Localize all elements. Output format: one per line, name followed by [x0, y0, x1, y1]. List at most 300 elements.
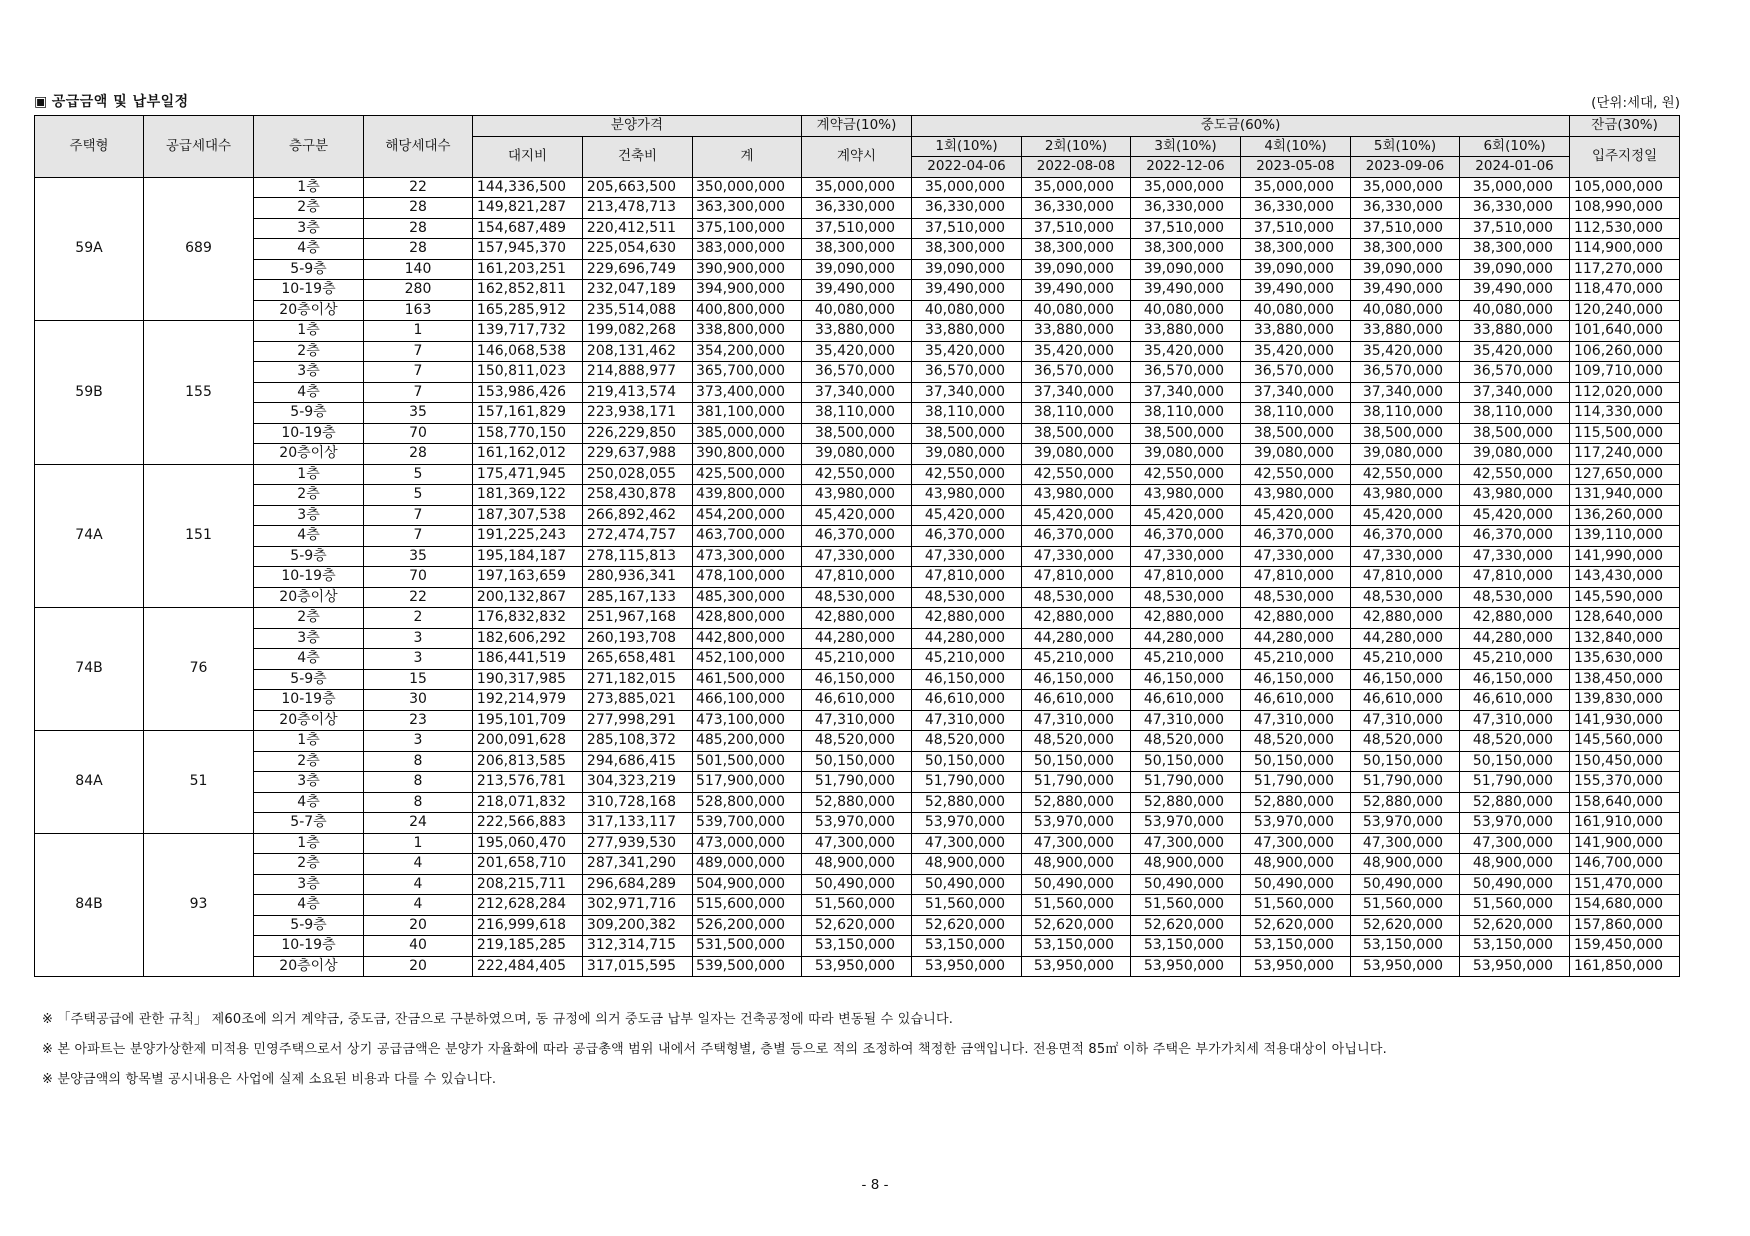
- floor-cell: 3층: [254, 362, 364, 383]
- contract-cell: 38,300,000: [802, 239, 912, 260]
- installment-1-cell: 42,550,000: [912, 464, 1022, 485]
- installment-3-cell: 50,490,000: [1131, 874, 1241, 895]
- land-cell: 191,225,243: [473, 526, 583, 547]
- balance-cell: 120,240,000: [1570, 300, 1680, 321]
- installment-5-cell: 48,520,000: [1351, 731, 1460, 752]
- contract-cell: 39,080,000: [802, 444, 912, 465]
- installment-1-cell: 37,340,000: [912, 382, 1022, 403]
- units-cell: 28: [364, 198, 473, 219]
- installment-3-cell: 38,300,000: [1131, 239, 1241, 260]
- building-cell: 232,047,189: [583, 280, 693, 301]
- floor-cell: 3층: [254, 628, 364, 649]
- installment-1-cell: 51,560,000: [912, 895, 1022, 916]
- units-cell: 7: [364, 341, 473, 362]
- installment-2-cell: 47,310,000: [1022, 710, 1131, 731]
- total-cell: 425,500,000: [693, 464, 802, 485]
- balance-cell: 146,700,000: [1570, 854, 1680, 875]
- installment-6-cell: 39,080,000: [1460, 444, 1570, 465]
- units-cell: 20: [364, 915, 473, 936]
- table-row: [35, 259, 1680, 280]
- units-cell: 1: [364, 321, 473, 342]
- house-type-cell: 59A: [35, 177, 144, 321]
- total-cell: 461,500,000: [693, 669, 802, 690]
- balance-cell: 145,560,000: [1570, 731, 1680, 752]
- land-cell: 222,484,405: [473, 956, 583, 977]
- building-cell: 251,967,168: [583, 608, 693, 629]
- installment-4-cell: 50,150,000: [1241, 751, 1351, 772]
- installment-3-cell: 53,150,000: [1131, 936, 1241, 957]
- land-cell: 186,441,519: [473, 649, 583, 670]
- installment-4-cell: 39,080,000: [1241, 444, 1351, 465]
- header-installment-2: 2회(10%): [1022, 136, 1131, 157]
- total-cell: 354,200,000: [693, 341, 802, 362]
- total-cell: 489,000,000: [693, 854, 802, 875]
- installment-6-cell: 37,340,000: [1460, 382, 1570, 403]
- note-1: ※ 「주택공급에 관한 규칙」 제60조에 의거 계약금, 중도금, 잔금으로 구분하였으며, 동 규정에 의거 중도금 납부 일자는 건축공정에 따라 변동될 수 있습니다.: [42, 1012, 954, 1027]
- installment-4-cell: 43,980,000: [1241, 485, 1351, 506]
- table-row: [35, 218, 1680, 239]
- units-cell: 28: [364, 444, 473, 465]
- unit-label: (단위:세대, 원): [1591, 95, 1680, 111]
- installment-5-cell: 47,330,000: [1351, 546, 1460, 567]
- floor-cell: 3층: [254, 218, 364, 239]
- floor-cell: 3층: [254, 505, 364, 526]
- note-3: ※ 분양금액의 항목별 공시내용은 사업에 실제 소요된 비용과 다를 수 있습니다.: [42, 1072, 497, 1087]
- header-sale-price: 분양가격: [473, 116, 802, 137]
- installment-5-cell: 36,570,000: [1351, 362, 1460, 383]
- building-cell: 205,663,500: [583, 177, 693, 198]
- balance-cell: 114,900,000: [1570, 239, 1680, 260]
- contract-cell: 50,150,000: [802, 751, 912, 772]
- total-cell: 539,700,000: [693, 813, 802, 834]
- land-cell: 213,576,781: [473, 772, 583, 793]
- total-cell: 515,600,000: [693, 895, 802, 916]
- installment-5-cell: 51,790,000: [1351, 772, 1460, 793]
- supply-units-cell: 689: [144, 177, 254, 321]
- units-cell: 8: [364, 772, 473, 793]
- installment-4-cell: 51,790,000: [1241, 772, 1351, 793]
- installment-3-cell: 53,950,000: [1131, 956, 1241, 977]
- installment-3-cell: 39,090,000: [1131, 259, 1241, 280]
- building-cell: 213,478,713: [583, 198, 693, 219]
- total-cell: 517,900,000: [693, 772, 802, 793]
- balance-cell: 161,910,000: [1570, 813, 1680, 834]
- installment-5-cell: 38,500,000: [1351, 423, 1460, 444]
- table-row: [35, 690, 1680, 711]
- installment-6-cell: 39,490,000: [1460, 280, 1570, 301]
- floor-cell: 10-19층: [254, 567, 364, 588]
- installment-4-cell: 42,880,000: [1241, 608, 1351, 629]
- installment-4-cell: 39,490,000: [1241, 280, 1351, 301]
- total-cell: 385,000,000: [693, 423, 802, 444]
- floor-cell: 1층: [254, 321, 364, 342]
- units-cell: 22: [364, 177, 473, 198]
- balance-cell: 143,430,000: [1570, 567, 1680, 588]
- table-row: [35, 321, 1680, 342]
- balance-cell: 145,590,000: [1570, 587, 1680, 608]
- supply-units-cell: 76: [144, 608, 254, 731]
- installment-5-cell: 45,420,000: [1351, 505, 1460, 526]
- units-cell: 24: [364, 813, 473, 834]
- table-row: [35, 936, 1680, 957]
- contract-cell: 38,500,000: [802, 423, 912, 444]
- installment-3-cell: 48,900,000: [1131, 854, 1241, 875]
- units-cell: 4: [364, 854, 473, 875]
- floor-cell: 1층: [254, 177, 364, 198]
- installment-6-cell: 42,550,000: [1460, 464, 1570, 485]
- land-cell: 154,687,489: [473, 218, 583, 239]
- installment-3-cell: 47,300,000: [1131, 833, 1241, 854]
- installment-1-cell: 50,490,000: [912, 874, 1022, 895]
- floor-cell: 10-19층: [254, 690, 364, 711]
- installment-1-cell: 46,370,000: [912, 526, 1022, 547]
- installment-5-cell: 52,880,000: [1351, 792, 1460, 813]
- installment-4-cell: 53,950,000: [1241, 956, 1351, 977]
- building-cell: 229,696,749: [583, 259, 693, 280]
- section-title: [34, 91, 189, 111]
- contract-cell: 33,880,000: [802, 321, 912, 342]
- building-cell: 250,028,055: [583, 464, 693, 485]
- contract-cell: 47,810,000: [802, 567, 912, 588]
- building-cell: 310,728,168: [583, 792, 693, 813]
- total-cell: 454,200,000: [693, 505, 802, 526]
- installment-1-cell: 50,150,000: [912, 751, 1022, 772]
- installment-5-cell: 35,420,000: [1351, 341, 1460, 362]
- balance-cell: 115,500,000: [1570, 423, 1680, 444]
- installment-1-cell: 35,000,000: [912, 177, 1022, 198]
- table-row: [35, 710, 1680, 731]
- contract-cell: 53,970,000: [802, 813, 912, 834]
- contract-cell: 50,490,000: [802, 874, 912, 895]
- installment-2-cell: 36,570,000: [1022, 362, 1131, 383]
- building-cell: 208,131,462: [583, 341, 693, 362]
- units-cell: 8: [364, 751, 473, 772]
- installment-1-cell: 42,880,000: [912, 608, 1022, 629]
- installment-2-cell: 39,080,000: [1022, 444, 1131, 465]
- installment-2-cell: 51,790,000: [1022, 772, 1131, 793]
- installment-1-cell: 44,280,000: [912, 628, 1022, 649]
- installment-4-cell: 38,110,000: [1241, 403, 1351, 424]
- header-installment-date-5: 2023-09-06: [1351, 157, 1460, 178]
- installment-2-cell: 36,330,000: [1022, 198, 1131, 219]
- contract-cell: 45,210,000: [802, 649, 912, 670]
- contract-cell: 47,330,000: [802, 546, 912, 567]
- table-row: [35, 423, 1680, 444]
- installment-6-cell: 48,530,000: [1460, 587, 1570, 608]
- units-cell: 2: [364, 608, 473, 629]
- header-installment-date-6: 2024-01-06: [1460, 157, 1570, 178]
- balance-cell: 139,110,000: [1570, 526, 1680, 547]
- installment-5-cell: 48,530,000: [1351, 587, 1460, 608]
- table-row: [35, 382, 1680, 403]
- balance-cell: 157,860,000: [1570, 915, 1680, 936]
- balance-cell: 112,530,000: [1570, 218, 1680, 239]
- building-cell: 285,167,133: [583, 587, 693, 608]
- balance-cell: 132,840,000: [1570, 628, 1680, 649]
- land-cell: 176,832,832: [473, 608, 583, 629]
- header-house-type: 주택형: [35, 116, 144, 178]
- total-cell: 390,900,000: [693, 259, 802, 280]
- installment-6-cell: 35,420,000: [1460, 341, 1570, 362]
- installment-4-cell: 33,880,000: [1241, 321, 1351, 342]
- total-cell: 381,100,000: [693, 403, 802, 424]
- installment-3-cell: 37,340,000: [1131, 382, 1241, 403]
- building-cell: 219,413,574: [583, 382, 693, 403]
- installment-2-cell: 42,880,000: [1022, 608, 1131, 629]
- building-cell: 199,082,268: [583, 321, 693, 342]
- balance-cell: 101,640,000: [1570, 321, 1680, 342]
- total-cell: 390,800,000: [693, 444, 802, 465]
- installment-6-cell: 40,080,000: [1460, 300, 1570, 321]
- installment-6-cell: 45,210,000: [1460, 649, 1570, 670]
- land-cell: 146,068,538: [473, 341, 583, 362]
- total-cell: 373,400,000: [693, 382, 802, 403]
- building-cell: 225,054,630: [583, 239, 693, 260]
- units-cell: 8: [364, 792, 473, 813]
- table-row: [35, 628, 1680, 649]
- installment-1-cell: 46,610,000: [912, 690, 1022, 711]
- installment-5-cell: 47,300,000: [1351, 833, 1460, 854]
- floor-cell: 5-9층: [254, 403, 364, 424]
- building-cell: 273,885,021: [583, 690, 693, 711]
- installment-3-cell: 51,790,000: [1131, 772, 1241, 793]
- installment-5-cell: 36,330,000: [1351, 198, 1460, 219]
- installment-1-cell: 37,510,000: [912, 218, 1022, 239]
- installment-5-cell: 51,560,000: [1351, 895, 1460, 916]
- installment-4-cell: 38,500,000: [1241, 423, 1351, 444]
- total-cell: 363,300,000: [693, 198, 802, 219]
- installment-1-cell: 48,900,000: [912, 854, 1022, 875]
- header-floor-group: 층구분: [254, 116, 364, 178]
- section-marker-icon: ▣: [34, 94, 48, 110]
- installment-6-cell: 47,810,000: [1460, 567, 1570, 588]
- land-cell: 161,203,251: [473, 259, 583, 280]
- installment-1-cell: 39,080,000: [912, 444, 1022, 465]
- house-type-cell: 74B: [35, 608, 144, 731]
- total-cell: 439,800,000: [693, 485, 802, 506]
- house-type-cell: 59B: [35, 321, 144, 465]
- land-cell: 162,852,811: [473, 280, 583, 301]
- land-cell: 201,658,710: [473, 854, 583, 875]
- units-cell: 35: [364, 546, 473, 567]
- table-row: [35, 280, 1680, 301]
- installment-5-cell: 45,210,000: [1351, 649, 1460, 670]
- supply-units-cell: 51: [144, 731, 254, 834]
- installment-2-cell: 52,620,000: [1022, 915, 1131, 936]
- installment-5-cell: 47,310,000: [1351, 710, 1460, 731]
- total-cell: 442,800,000: [693, 628, 802, 649]
- installment-3-cell: 48,530,000: [1131, 587, 1241, 608]
- units-cell: 30: [364, 690, 473, 711]
- land-cell: 139,717,732: [473, 321, 583, 342]
- contract-cell: 42,550,000: [802, 464, 912, 485]
- table-row: [35, 444, 1680, 465]
- installment-5-cell: 44,280,000: [1351, 628, 1460, 649]
- installment-3-cell: 47,810,000: [1131, 567, 1241, 588]
- building-cell: 272,474,757: [583, 526, 693, 547]
- building-cell: 277,939,530: [583, 833, 693, 854]
- building-cell: 312,314,715: [583, 936, 693, 957]
- land-cell: 212,628,284: [473, 895, 583, 916]
- balance-cell: 150,450,000: [1570, 751, 1680, 772]
- total-cell: 338,800,000: [693, 321, 802, 342]
- total-cell: 463,700,000: [693, 526, 802, 547]
- installment-6-cell: 48,520,000: [1460, 731, 1570, 752]
- installment-2-cell: 37,340,000: [1022, 382, 1131, 403]
- installment-5-cell: 50,150,000: [1351, 751, 1460, 772]
- installment-3-cell: 42,880,000: [1131, 608, 1241, 629]
- floor-cell: 2층: [254, 608, 364, 629]
- contract-cell: 40,080,000: [802, 300, 912, 321]
- installment-3-cell: 36,570,000: [1131, 362, 1241, 383]
- total-cell: 428,800,000: [693, 608, 802, 629]
- header-installment-date-3: 2022-12-06: [1131, 157, 1241, 178]
- balance-cell: 154,680,000: [1570, 895, 1680, 916]
- installment-5-cell: 33,880,000: [1351, 321, 1460, 342]
- installment-5-cell: 39,080,000: [1351, 444, 1460, 465]
- house-type-cell: 84A: [35, 731, 144, 834]
- building-cell: 296,684,289: [583, 874, 693, 895]
- total-cell: 473,000,000: [693, 833, 802, 854]
- installment-3-cell: 33,880,000: [1131, 321, 1241, 342]
- total-cell: 528,800,000: [693, 792, 802, 813]
- building-cell: 294,686,415: [583, 751, 693, 772]
- units-cell: 28: [364, 218, 473, 239]
- contract-cell: 52,880,000: [802, 792, 912, 813]
- installment-6-cell: 33,880,000: [1460, 321, 1570, 342]
- installment-3-cell: 38,500,000: [1131, 423, 1241, 444]
- contract-cell: 38,110,000: [802, 403, 912, 424]
- installment-6-cell: 51,790,000: [1460, 772, 1570, 793]
- table-row: [35, 895, 1680, 916]
- contract-cell: 37,340,000: [802, 382, 912, 403]
- note-2: ※ 본 아파트는 분양가상한제 미적용 민영주택으로서 상기 공급금액은 분양가 자율화에 따라 공급총액 범위 내에서 주택형별, 층별 등으로 적의 조정하여 책정한 금액입니다. 전용면적 85㎡ 이하 주택은 부가가치세 적용대상이 아닙니다.: [42, 1042, 1387, 1057]
- table-row: [35, 731, 1680, 752]
- balance-cell: 155,370,000: [1570, 772, 1680, 793]
- installment-1-cell: 38,110,000: [912, 403, 1022, 424]
- units-cell: 7: [364, 505, 473, 526]
- total-cell: 383,000,000: [693, 239, 802, 260]
- installment-1-cell: 48,520,000: [912, 731, 1022, 752]
- installment-2-cell: 46,370,000: [1022, 526, 1131, 547]
- installment-4-cell: 48,530,000: [1241, 587, 1351, 608]
- installment-3-cell: 35,420,000: [1131, 341, 1241, 362]
- balance-cell: 106,260,000: [1570, 341, 1680, 362]
- table-row: [35, 464, 1680, 485]
- installment-1-cell: 38,500,000: [912, 423, 1022, 444]
- units-cell: 15: [364, 669, 473, 690]
- floor-cell: 2층: [254, 198, 364, 219]
- table-row: [35, 300, 1680, 321]
- table-row: [35, 587, 1680, 608]
- header-balance: 입주지정일: [1570, 136, 1680, 177]
- table-row: [35, 341, 1680, 362]
- installment-4-cell: 46,150,000: [1241, 669, 1351, 690]
- installment-5-cell: 42,880,000: [1351, 608, 1460, 629]
- building-cell: 266,892,462: [583, 505, 693, 526]
- installment-4-cell: 47,300,000: [1241, 833, 1351, 854]
- balance-cell: 159,450,000: [1570, 936, 1680, 957]
- floor-cell: 4층: [254, 526, 364, 547]
- table-row: [35, 198, 1680, 219]
- table-row: [35, 362, 1680, 383]
- total-cell: 531,500,000: [693, 936, 802, 957]
- house-type-cell: 84B: [35, 833, 144, 977]
- floor-cell: 3층: [254, 874, 364, 895]
- installment-3-cell: 45,210,000: [1131, 649, 1241, 670]
- balance-cell: 141,990,000: [1570, 546, 1680, 567]
- installment-1-cell: 38,300,000: [912, 239, 1022, 260]
- total-cell: 394,900,000: [693, 280, 802, 301]
- floor-cell: 2층: [254, 751, 364, 772]
- installment-5-cell: 43,980,000: [1351, 485, 1460, 506]
- table-row: [35, 915, 1680, 936]
- table-row: [35, 608, 1680, 629]
- total-cell: 485,200,000: [693, 731, 802, 752]
- installment-3-cell: 53,970,000: [1131, 813, 1241, 834]
- installment-1-cell: 53,970,000: [912, 813, 1022, 834]
- units-cell: 40: [364, 936, 473, 957]
- installment-1-cell: 46,150,000: [912, 669, 1022, 690]
- installment-5-cell: 35,000,000: [1351, 177, 1460, 198]
- installment-4-cell: 53,150,000: [1241, 936, 1351, 957]
- table-row: [35, 177, 1680, 198]
- building-cell: 258,430,878: [583, 485, 693, 506]
- floor-cell: 20층이상: [254, 587, 364, 608]
- balance-cell: 131,940,000: [1570, 485, 1680, 506]
- building-cell: 220,412,511: [583, 218, 693, 239]
- table-row: [35, 567, 1680, 588]
- installment-3-cell: 46,370,000: [1131, 526, 1241, 547]
- installment-6-cell: 47,330,000: [1460, 546, 1570, 567]
- installment-5-cell: 46,610,000: [1351, 690, 1460, 711]
- contract-cell: 35,420,000: [802, 341, 912, 362]
- installment-6-cell: 44,280,000: [1460, 628, 1570, 649]
- units-cell: 23: [364, 710, 473, 731]
- land-cell: 181,369,122: [473, 485, 583, 506]
- table-row: [35, 546, 1680, 567]
- installment-6-cell: 46,610,000: [1460, 690, 1570, 711]
- installment-2-cell: 53,970,000: [1022, 813, 1131, 834]
- installment-3-cell: 39,080,000: [1131, 444, 1241, 465]
- installment-2-cell: 47,330,000: [1022, 546, 1131, 567]
- installment-6-cell: 38,110,000: [1460, 403, 1570, 424]
- units-cell: 5: [364, 485, 473, 506]
- installment-6-cell: 36,570,000: [1460, 362, 1570, 383]
- installment-3-cell: 39,490,000: [1131, 280, 1241, 301]
- supply-units-cell: 155: [144, 321, 254, 465]
- header-installment-date-1: 2022-04-06: [912, 157, 1022, 178]
- floor-cell: 5-9층: [254, 915, 364, 936]
- contract-cell: 45,420,000: [802, 505, 912, 526]
- installment-1-cell: 52,620,000: [912, 915, 1022, 936]
- units-cell: 3: [364, 628, 473, 649]
- installment-4-cell: 44,280,000: [1241, 628, 1351, 649]
- building-cell: 278,115,813: [583, 546, 693, 567]
- header-supply-units: 공급세대수: [144, 116, 254, 178]
- floor-cell: 4층: [254, 895, 364, 916]
- installment-6-cell: 47,310,000: [1460, 710, 1570, 731]
- installment-6-cell: 51,560,000: [1460, 895, 1570, 916]
- installment-2-cell: 45,420,000: [1022, 505, 1131, 526]
- installment-6-cell: 53,150,000: [1460, 936, 1570, 957]
- contract-cell: 35,000,000: [802, 177, 912, 198]
- balance-cell: 141,930,000: [1570, 710, 1680, 731]
- balance-cell: 136,260,000: [1570, 505, 1680, 526]
- units-cell: 20: [364, 956, 473, 977]
- floor-cell: 5-9층: [254, 669, 364, 690]
- total-cell: 365,700,000: [693, 362, 802, 383]
